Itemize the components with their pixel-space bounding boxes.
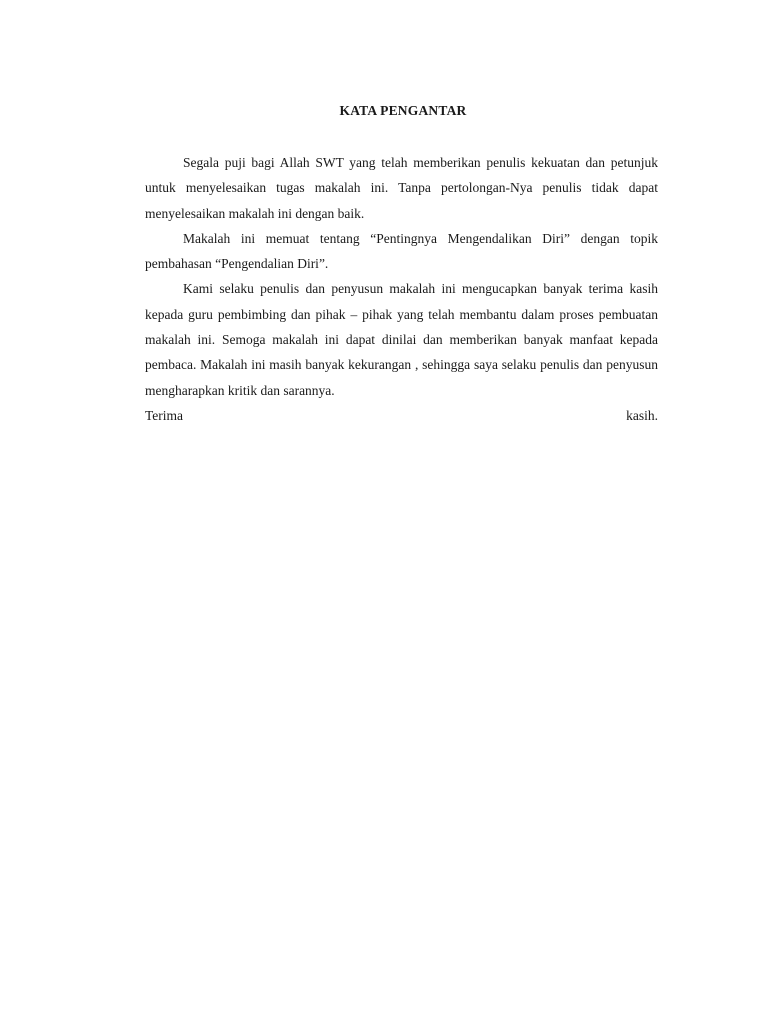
- page-title: KATA PENGANTAR: [339, 103, 467, 118]
- closing-word-left: Terima: [145, 407, 184, 423]
- document-body: [145, 150, 658, 428]
- closing-word-right: kasih.: [626, 407, 658, 423]
- paragraph-1: Segala puji bagi Allah SWT yang telah memberikan penulis kekuatan dan petunjuk untuk menyelesaikan tugas makalah ini. Tanpa pertolongan-Nya penulis tidak dapat menyelesaikan makalah ini dengan baik.: [145, 155, 658, 221]
- paragraph-3: Kami selaku penulis dan penyusun makalah ini mengucapkan banyak terima kasih kepada guru pembimbing dan pihak – pihak yang telah membantu dalam proses pembuatan makalah ini. Semoga makalah ini dapat dinilai dan memberikan banyak manfaat kepada pembaca. Makalah ini masih banyak kekurangan , sehingga saya selaku penulis dan penyusun mengharapkan kritik dan sarannya.: [145, 281, 658, 398]
- paragraph-2: Makalah ini memuat tentang “Pentingnya Mengendalikan Diri” dengan topik pembahasan “Pengendalian Diri”.: [145, 230, 658, 272]
- closing-line: [145, 403, 658, 428]
